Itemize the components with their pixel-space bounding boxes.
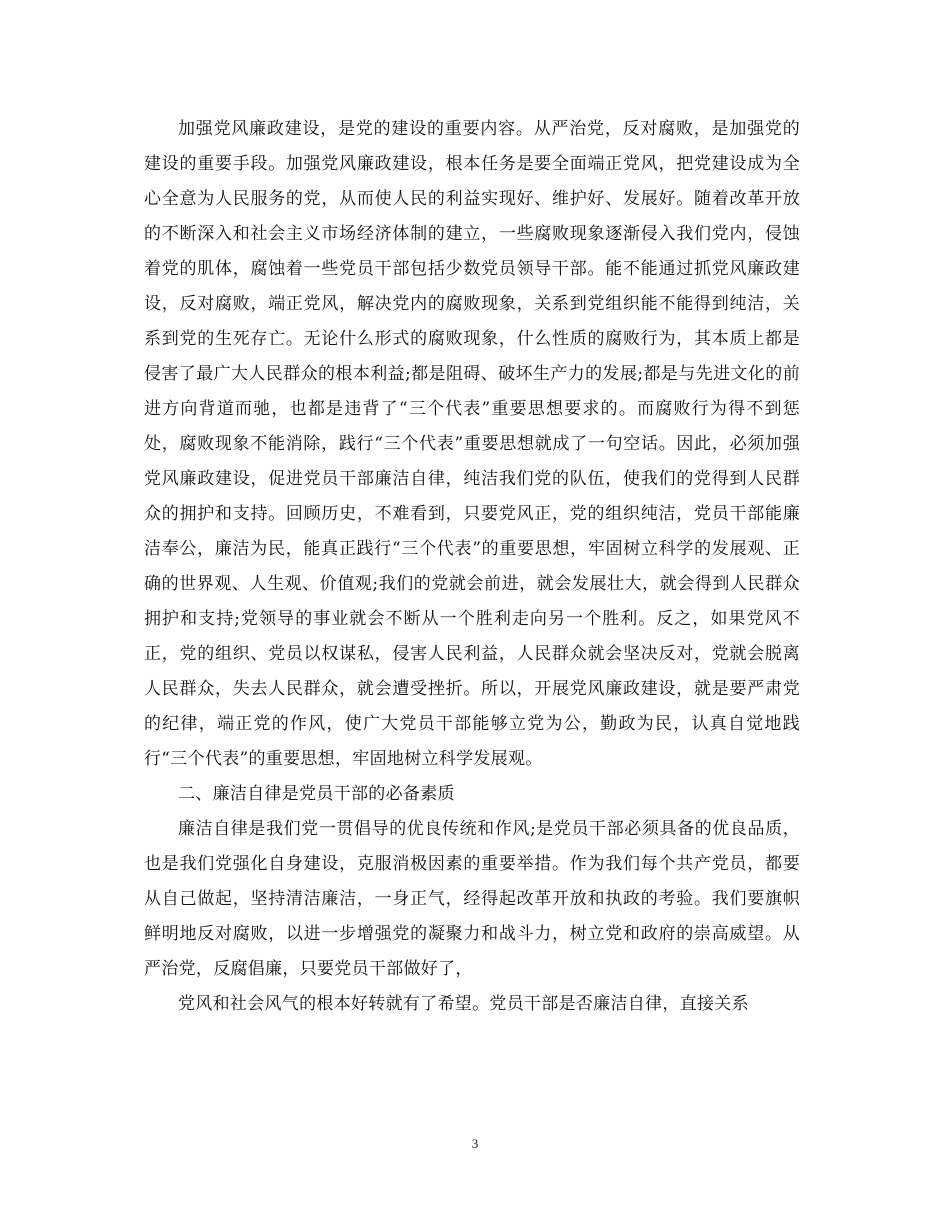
page-number: 3 bbox=[471, 1136, 479, 1151]
document-body bbox=[144, 112, 800, 1022]
body-paragraph-1: 加强党风廉政建设，是党的建设的重要内容。从严治党，反对腐败，是加强党的建设的重要手段。加强党风廉政建设，根本任务是要全面端正党风，把党建设成为全心全意为人民服务的党，从而使人民的利益实现好、维护好、发展好。随着改革开放的不断深入和社会主义市场经济体制的建立，一些腐败现象逐渐侵入我们党内，侵蚀着党的肌体，腐蚀着一些党员干部包括少数党员领导干部。能不能通过抓党风廉政建设，反对腐败，端正党风，解决党内的腐败现象，关系到党组织能不能得到纯洁，关系到党的生死存亡。无论什么形式的腐败现象，什么性质的腐败行为，其本质上都是侵害了最广大人民群众的根本利益;都是阻碍、破坏生产力的发展;都是与先进文化的前进方向背道而驰，也都是违背了“三个代表”重要思想要求的。而腐败行为得不到惩处，腐败现象不能消除，践行“三个代表”重要思想就成了一句空话。因此，必须加强党风廉政建设，促进党员干部廉洁自律，纯洁我们党的队伍，使我们的党得到人民群众的拥护和支持。回顾历史，不难看到，只要党风正，党的组织纯洁，党员干部能廉洁奉公，廉洁为民，能真正践行“三个代表”的重要思想，牢固树立科学的发展观、正确的世界观、人生观、价值观;我们的党就会前进，就会发展壮大，就会得到人民群众拥护和支持;党领导的事业就会不断从一个胜利走向另一个胜利。反之，如果党风不正，党的组织、党员以权谋私，侵害人民利益，人民群众就会坚决反对，党就会脱离人民群众，失去人民群众，就会遭受挫折。所以，开展党风廉政建设，就是要严肃党的纪律，端正党的作风，使广大党员干部能够立党为公，勤政为民，认真自觉地践行“三个代表”的重要思想，牢固地树立科学发展观。 bbox=[144, 119, 800, 769]
section-heading: 二、廉洁自律是党员干部的必备素质 bbox=[178, 784, 455, 804]
body-paragraph-2: 廉洁自律是我们党一贯倡导的优良传统和作风;是党员干部必须具备的优良品质，也是我们党强化自身建设，克服消极因素的重要举措。作为我们每个共产党员，都要从自己做起，坚持清洁廉洁，一身正气，经得起改革开放和执政的考验。我们要旗帜鲜明地反对腐败，以进一步增强党的凝聚力和战斗力，树立党和政府的崇高威望。从严治党，反腐倡廉，只要党员干部做好了， bbox=[144, 819, 800, 979]
body-paragraph-3: 党风和社会风气的根本好转就有了希望。党员干部是否廉洁自律，直接关系 bbox=[178, 994, 749, 1014]
